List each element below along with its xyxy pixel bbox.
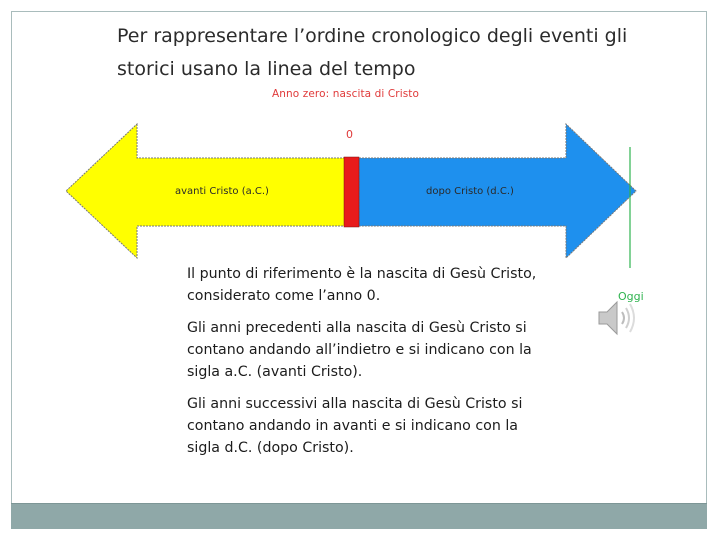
- year-zero-marker: [344, 157, 359, 227]
- today-label: Oggi: [618, 290, 644, 303]
- paragraph-reference: Il punto di riferimento è la nascita di Gesù Cristo, considerato come l’anno 0.: [187, 266, 537, 304]
- before-christ-label: avanti Cristo (a.C.): [175, 186, 269, 197]
- year-zero-caption: Anno zero: nascita di Cristo: [272, 88, 420, 100]
- slide-title: Per rappresentare l’ordine cronologico degli eventi gli storici usano la linea del tempo: [117, 25, 628, 80]
- bottom-band: [11, 503, 707, 529]
- paragraph-before-christ: Gli anni precedenti alla nascita di Gesù Cristo si contano andando all’indietro e si indicano con la sigla a.C. (avanti Cristo).: [187, 320, 532, 380]
- zero-label: 0: [346, 128, 353, 141]
- body-text: [187, 263, 547, 469]
- after-christ-label: dopo Cristo (d.C.): [426, 186, 514, 197]
- speaker-icon[interactable]: [597, 298, 645, 342]
- paragraph-after-christ: Gli anni successivi alla nascita di Gesù Cristo si contano andando in avanti e si indicano con la sigla d.C. (dopo Cristo).: [187, 396, 523, 456]
